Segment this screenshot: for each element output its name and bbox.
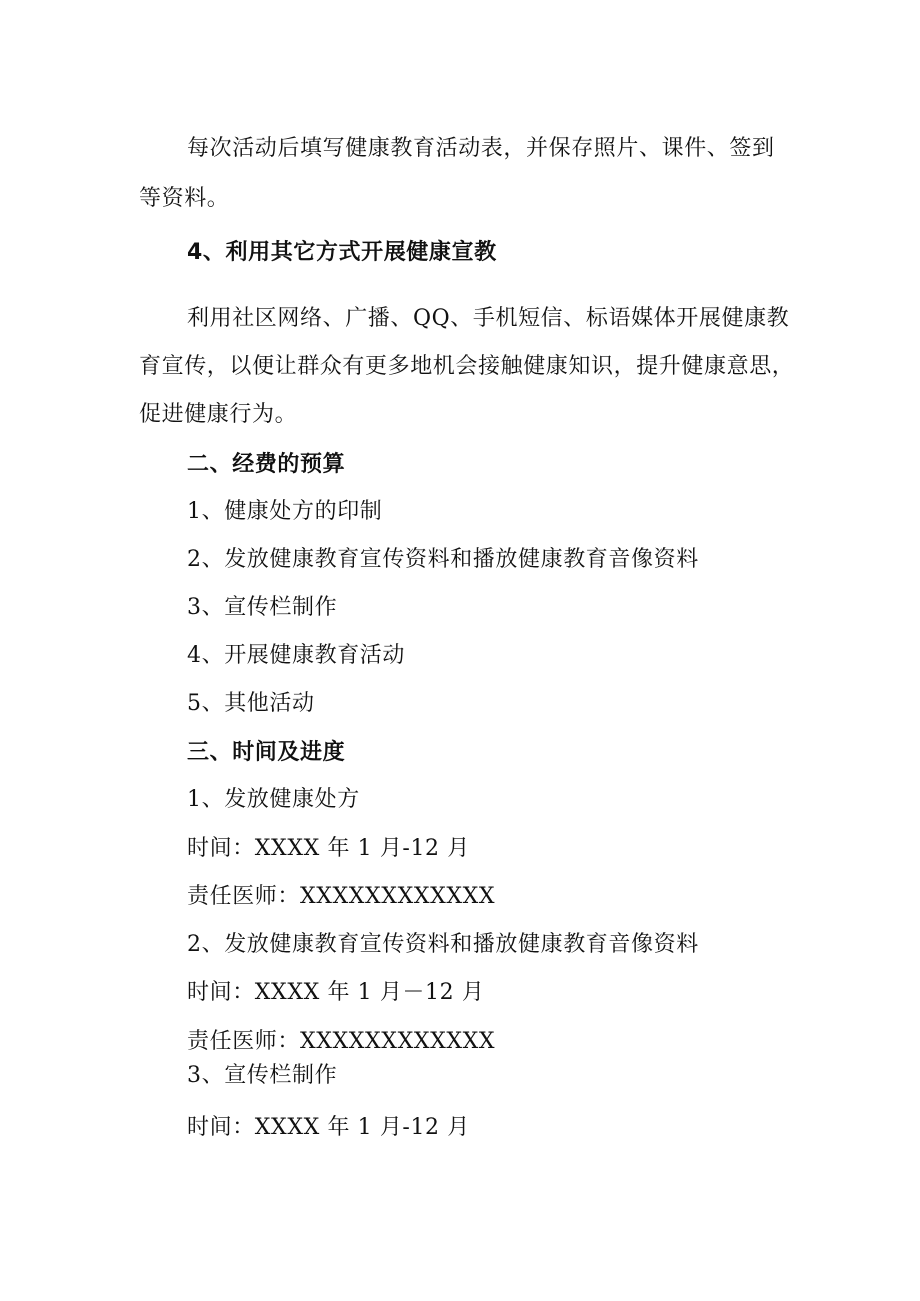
schedule-item-2-title: 2、发放健康教育宣传资料和播放健康教育音像资料 xyxy=(187,932,699,957)
budget-item-1: 1、健康处方的印制 xyxy=(187,499,383,524)
section-heading-other-methods: 4、利用其它方式开展健康宣教 xyxy=(187,240,497,265)
schedule-item-3-time: 时间：XXXX 年 1 月-12 月 xyxy=(187,1115,470,1140)
budget-item-3: 3、宣传栏制作 xyxy=(187,595,338,620)
schedule-item-1-time: 时间：XXXX 年 1 月-12 月 xyxy=(187,836,470,861)
schedule-item-1-doctor: 责任医师：XXXXXXXXXXXX xyxy=(187,884,496,909)
budget-heading: 二、经费的预算 xyxy=(187,452,346,477)
schedule-item-2-time: 时间：XXXX 年 1 月－12 月 xyxy=(187,980,485,1005)
budget-item-2: 2、发放健康教育宣传资料和播放健康教育音像资料 xyxy=(187,547,699,572)
schedule-item-3-title: 3、宣传栏制作 xyxy=(187,1063,338,1088)
activity-record-text-line-2: 等资料。 xyxy=(139,186,230,211)
budget-item-4: 4、开展健康教育活动 xyxy=(187,643,405,668)
media-text-line-1: 利用社区网络、广播、QQ、手机短信、标语媒体开展健康教 xyxy=(187,306,790,331)
schedule-item-1-title: 1、发放健康处方 xyxy=(187,787,360,812)
media-text-line-3: 促进健康行为。 xyxy=(139,402,298,427)
media-text-line-2: 育宣传，以便让群众有更多地机会接触健康知识，提升健康意思， xyxy=(139,354,795,379)
budget-item-5: 5、其他活动 xyxy=(187,691,315,716)
activity-record-text-line-1: 每次活动后填写健康教育活动表，并保存照片、课件、签到 xyxy=(187,136,775,161)
schedule-item-2-doctor: 责任医师：XXXXXXXXXXXX xyxy=(187,1029,496,1054)
schedule-heading: 三、时间及进度 xyxy=(187,740,346,765)
